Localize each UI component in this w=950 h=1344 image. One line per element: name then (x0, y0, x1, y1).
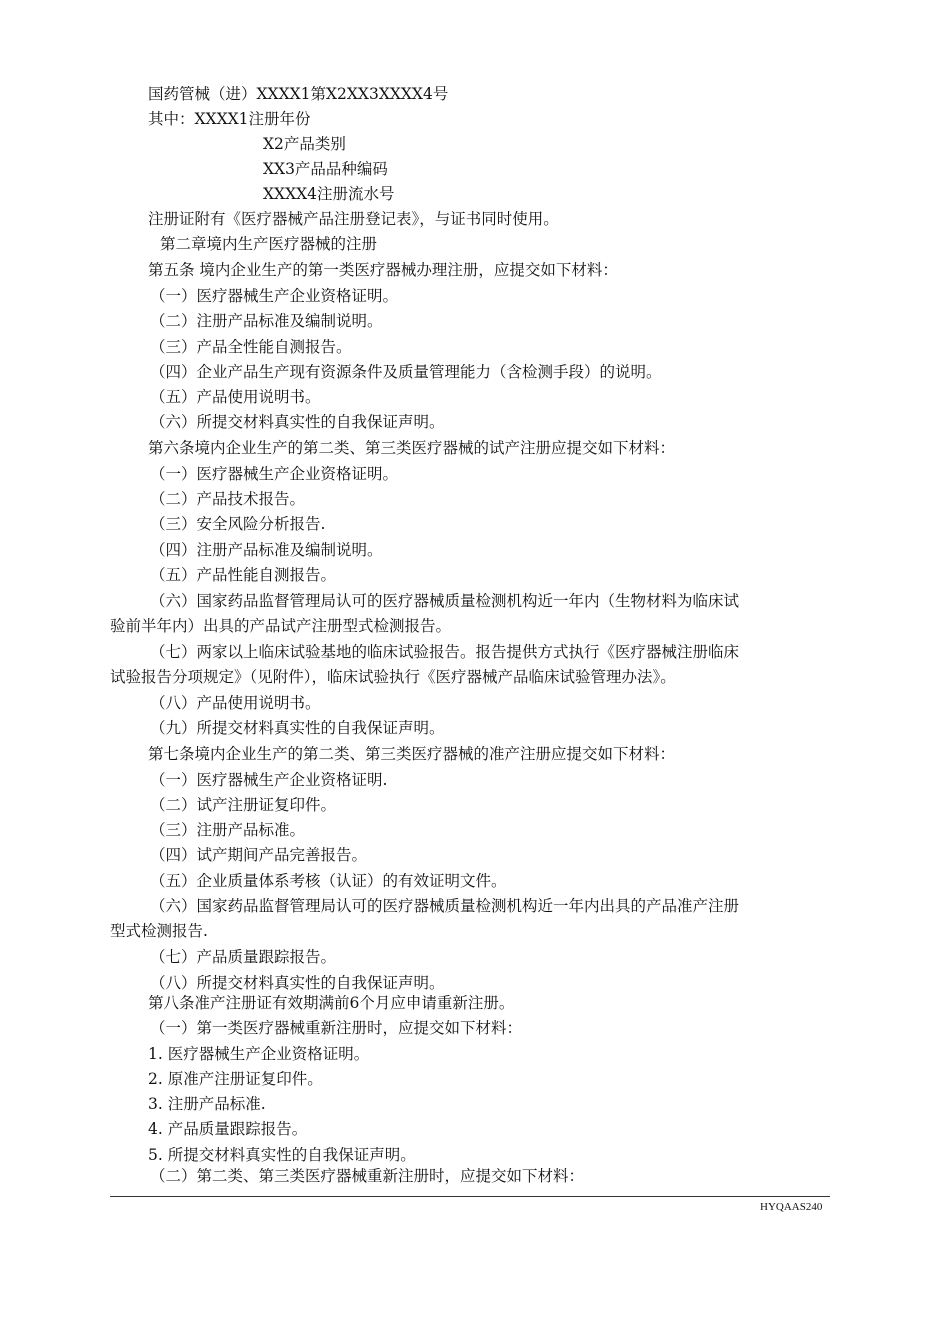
list-item: （六）所提交材料真实性的自我保证声明。 (150, 413, 445, 431)
numbered-item: 2. 原准产注册证复印件。 (148, 1070, 323, 1088)
list-item: （七）两家以上临床试验基地的临床试验报告。报告提供方式执行《医疗器械注册临床 (150, 643, 740, 661)
list-item: （九）所提交材料真实性的自我保证声明。 (150, 719, 445, 737)
text-line: 注册证附有《医疗器械产品注册登记表》，与证书同时使用。 (148, 210, 559, 228)
list-item: （五）产品性能自测报告。 (150, 566, 337, 584)
list-item: （四）注册产品标准及编制说明。 (150, 541, 383, 559)
footer-divider (110, 1196, 830, 1197)
list-item: （二）试产注册证复印件。 (150, 796, 337, 814)
list-item: （二）注册产品标准及编制说明。 (150, 312, 383, 330)
article-heading: 第五条 境内企业生产的第一类医疗器械办理注册，应提交如下材料： (148, 261, 618, 279)
list-item: （一）第一类医疗器械重新注册时，应提交如下材料： (150, 1019, 523, 1037)
article-heading: 第六条境内企业生产的第二类、第三类医疗器械的试产注册应提交如下材料： (148, 439, 676, 457)
list-item: （五）企业质量体系考核（认证）的有效证明文件。 (150, 872, 507, 890)
list-item-continued: 型式检测报告. (110, 922, 208, 940)
article-heading: 第八条准产注册证有效期满前6个月应申请重新注册。 (148, 994, 515, 1012)
numbered-item: 5. 所提交材料真实性的自我保证声明。 (148, 1146, 416, 1164)
chapter-heading: 第二章境内生产医疗器械的注册 (160, 235, 378, 253)
list-item-continued: 试验报告分项规定》（见附件），临床试验执行《医疗器械产品临床试验管理办法》。 (110, 668, 676, 686)
list-item-continued: 验前半年内）出具的产品试产注册型式检测报告。 (110, 617, 452, 635)
list-item: （三）产品全性能自测报告。 (150, 338, 352, 356)
list-item: （六）国家药品监督管理局认可的医疗器械质量检测机构近一年内出具的产品准产注册 (150, 897, 740, 915)
list-item: （二）产品技术报告。 (150, 490, 306, 508)
list-item: （八）产品使用说明书。 (150, 694, 321, 712)
list-item: （一）医疗器械生产企业资格证明。 (150, 287, 399, 305)
text-line: XXXX4注册流水号 (263, 185, 395, 203)
text-line: 其中：XXXX1注册年份 (148, 110, 311, 128)
footer-code: HYQAAS240 (760, 1201, 823, 1213)
list-item: （三）注册产品标准。 (150, 821, 306, 839)
text-line: X2产品类别 (263, 135, 346, 153)
list-item: （八）所提交材料真实性的自我保证声明。 (150, 974, 445, 992)
numbered-item: 4. 产品质量跟踪报告。 (148, 1120, 308, 1138)
list-item: （五）产品使用说明书。 (150, 388, 321, 406)
list-item: （六）国家药品监督管理局认可的医疗器械质量检测机构近一年内（生物材料为临床试 (150, 592, 740, 610)
text-line: XX3产品品种编码 (263, 160, 388, 178)
list-item: （二）第二类、第三类医疗器械重新注册时，应提交如下材料： (150, 1167, 585, 1185)
list-item: （七）产品质量跟踪报告。 (150, 948, 337, 966)
numbered-item: 1. 医疗器械生产企业资格证明。 (148, 1045, 370, 1063)
list-item: （一）医疗器械生产企业资格证明. (150, 771, 388, 789)
article-heading: 第七条境内企业生产的第二类、第三类医疗器械的准产注册应提交如下材料： (148, 745, 676, 763)
text-line: 国药管械（进）XXXX1第X2XX3XXXX4号 (148, 85, 449, 103)
list-item: （四）试产期间产品完善报告。 (150, 846, 368, 864)
numbered-item: 3. 注册产品标准. (148, 1095, 266, 1113)
list-item: （四）企业产品生产现有资源条件及质量管理能力（含检测手段）的说明。 (150, 363, 662, 381)
list-item: （三）安全风险分析报告. (150, 515, 326, 533)
list-item: （一）医疗器械生产企业资格证明。 (150, 465, 399, 483)
